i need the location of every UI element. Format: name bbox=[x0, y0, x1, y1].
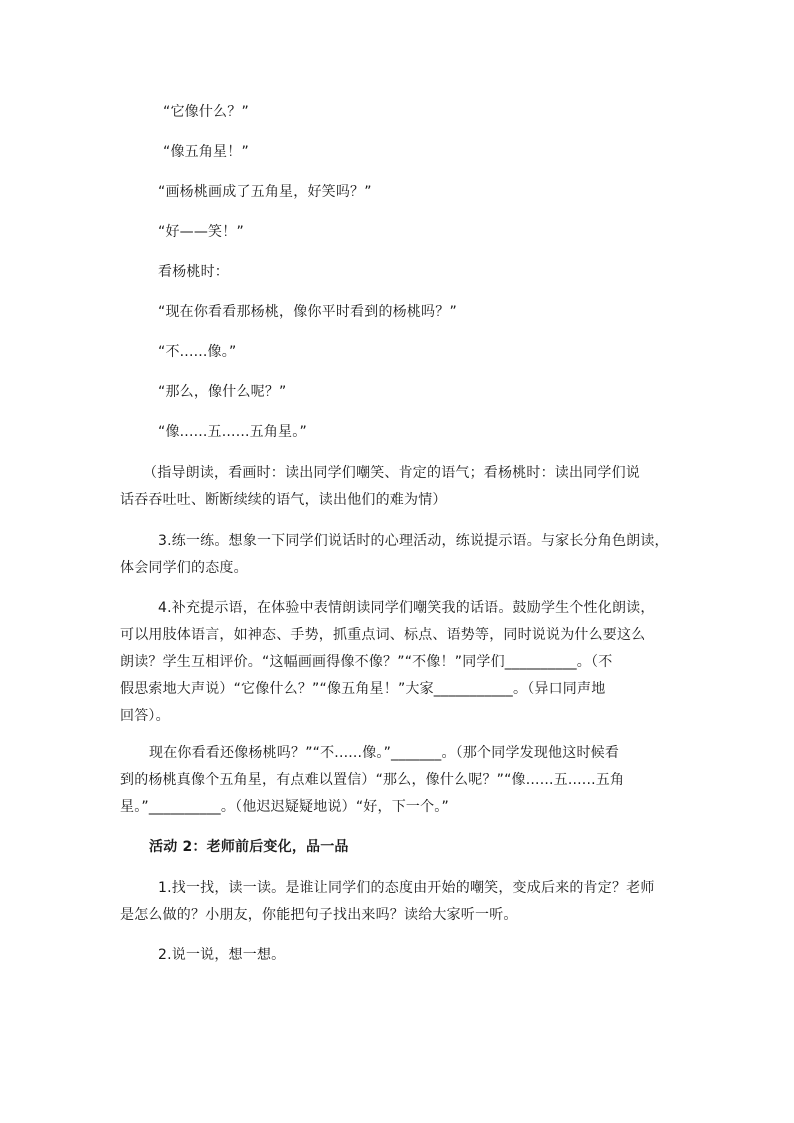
guidance-line-1: （指导朗读，看画时：读出同学们嘲笑、肯定的语气；看杨桃时：读出同学们说 bbox=[143, 465, 640, 481]
activity-2-item-1-line-1: 1.找一找，读一读。是谁让同学们的态度由开始的嘲笑，变成后来的肯定？老师 bbox=[158, 880, 655, 896]
activity-2-item-1-line-2: 是怎么做的？小朋友，你能把句子找出来吗？读给大家听一听。 bbox=[120, 907, 518, 923]
now-look-line-3: 星。”__________。（他迟迟疑疑地说）“好，下一个。” bbox=[120, 799, 449, 815]
item-4-line-2: 可以用肢体语言，如神态、手势，抓重点词、标点、语势等，同时说说为什么要这么 bbox=[120, 627, 646, 643]
dialogue-question-funny: “画杨桃画成了五角星，好笑吗？” bbox=[158, 184, 372, 200]
item-4-line-4: 假思索地大声说）“它像什么？”“像五角星！”大家___________。（异口同声地 bbox=[120, 681, 606, 697]
activity-2-item-2-line-1: 2.说一说，想一想。 bbox=[158, 947, 286, 963]
item-4-line-3: 朗读？学生互相评价。“这幅画画得像不像？”“不像！”同学们__________。（不 bbox=[120, 654, 613, 670]
guidance-line-2: 话吞吞吐吐、断断续续的语气，读出他们的难为情） bbox=[120, 492, 447, 508]
dialogue-answer-star-hesitant: “像......五......五角星。” bbox=[158, 424, 307, 440]
dialogue-answer-not-like: “不......像。” bbox=[158, 344, 237, 360]
dialogue-question-then-what: “那么，像什么呢？” bbox=[158, 384, 287, 400]
item-3-line-1: 3.练一练。想象一下同学们说话时的心理活动，练说提示语。与家长分角色朗读， bbox=[158, 533, 669, 549]
dialogue-question-what-like: “它像什么？” bbox=[163, 104, 249, 120]
look-at-carambola-label: 看杨桃时： bbox=[158, 264, 229, 280]
dialogue-answer-funny: “好——笑！” bbox=[158, 224, 244, 240]
item-3-line-2: 体会同学们的态度。 bbox=[120, 560, 248, 576]
now-look-line-2: 到的杨桃真像个五角星，有点难以置信）“那么，像什么呢？”“像......五......五角 bbox=[120, 772, 625, 788]
item-4-line-1: 4.补充提示语，在体验中表情朗读同学们嘲笑我的话语。鼓励学生个性化朗读， bbox=[158, 600, 655, 616]
activity-2-heading: 活动 2：老师前后变化，品一品 bbox=[149, 839, 349, 855]
dialogue-question-now-look: “现在你看看那杨桃，像你平时看到的杨桃吗？” bbox=[158, 304, 457, 320]
dialogue-answer-star: “像五角星！” bbox=[163, 144, 249, 160]
item-4-line-5: 回答）。 bbox=[120, 708, 170, 724]
now-look-line-1: 现在你看看还像杨桃吗？”“不......像。”_______。（那个同学发现他这时候看 bbox=[149, 745, 620, 761]
